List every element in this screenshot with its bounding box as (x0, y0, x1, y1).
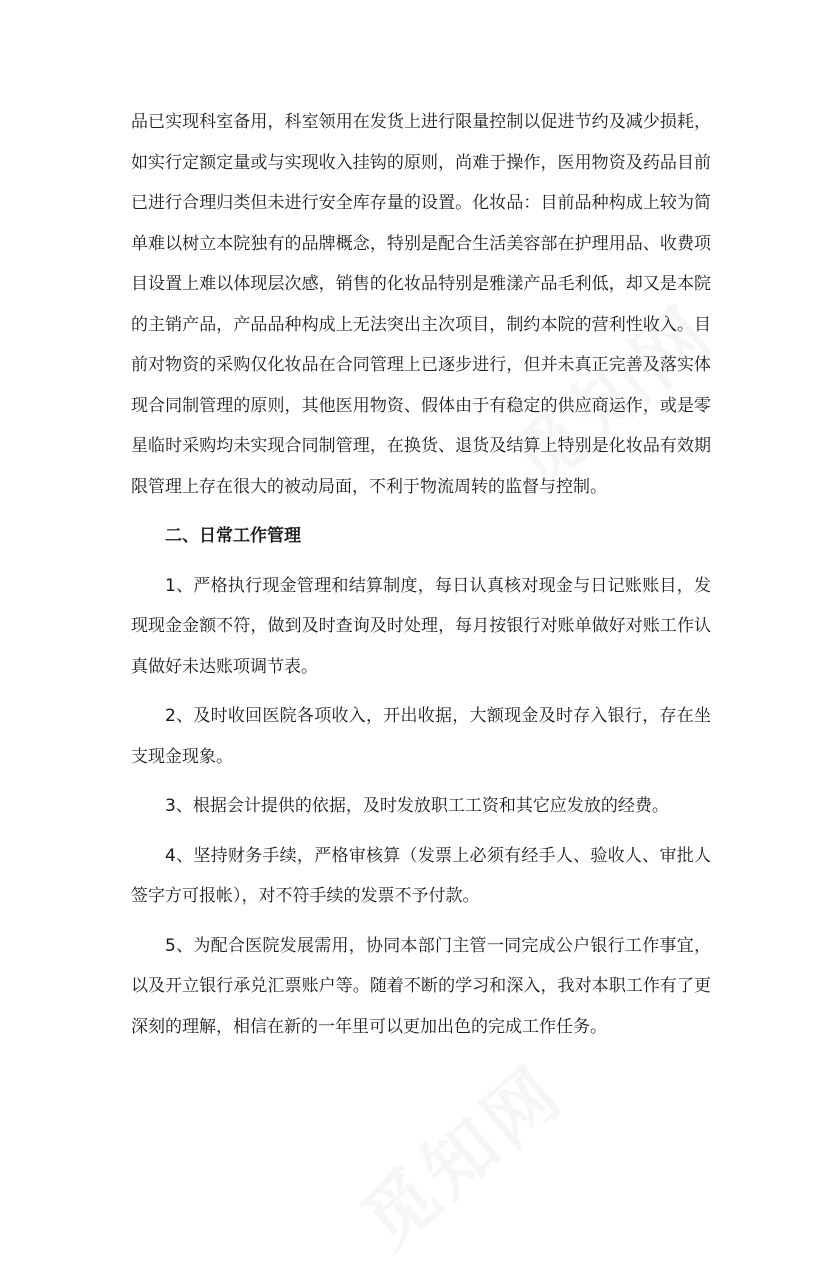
list-item-2: 2、及时收回医院各项收入，开出收据，大额现金及时存入银行，存在坐支现金现象。 (131, 706, 711, 767)
list-item-5: 5、为配合医院发展需用，协同本部门主管一同完成公户银行工作事宜，以及开立银行承兑汇票账户等。随着不断的学习和深入，我对本职工作有了更深刻的理解，相信在新的一年里可以更加出色的完成工作任务。 (131, 935, 711, 1037)
list-item-3: 3、根据会计提供的依据，及时发放职工工资和其它应发放的经费。 (165, 796, 669, 816)
list-item-1: 1、严格执行现金管理和结算制度，每日认真核对现金与日记账账目，发现现金金额不符，做到及时查询及时处理，每月按银行对账单做好对账工作认真做好未达账项调节表。 (131, 575, 711, 677)
list-item-4: 4、坚持财务手续，严格审核算（发票上必须有经手人、验收人、审批人签字方可报帐），对不符手续的发票不予付款。 (131, 845, 711, 906)
document-body (131, 102, 711, 1047)
section-heading: 二、日常工作管理 (165, 526, 301, 546)
continued-paragraph: 品已实现科室备用，科室领用在发货上进行限量控制以促进节约及减少损耗，如实行定额定量或与实现收入挂钩的原则，尚难于操作，医用物资及药品目前已进行合理归类但未进行安全库存量的设置。化妆品：目前品种构成上较为简单难以树立本院独有的品牌概念，特别是配合生活美容部在护理用品、收费项目设置上难以体现层次感，销售的化妆品特别是雅漾产品毛利低，却又是本院的主销产品，产品品种构成上无法突出主次项目，制约本院的营利性收入。目前对物资的采购仅化妆品在合同管理上已逐步进行，但并未真正完善及落实体现合同制管理的原则，其他医用物资、假体由于有稳定的供应商运作，或是零星临时采购均未实现合同制管理，在换货、退货及结算上特别是化妆品有效期限管理上存在很大的被动局面，不利于物流周转的监督与控制。 (131, 112, 711, 497)
